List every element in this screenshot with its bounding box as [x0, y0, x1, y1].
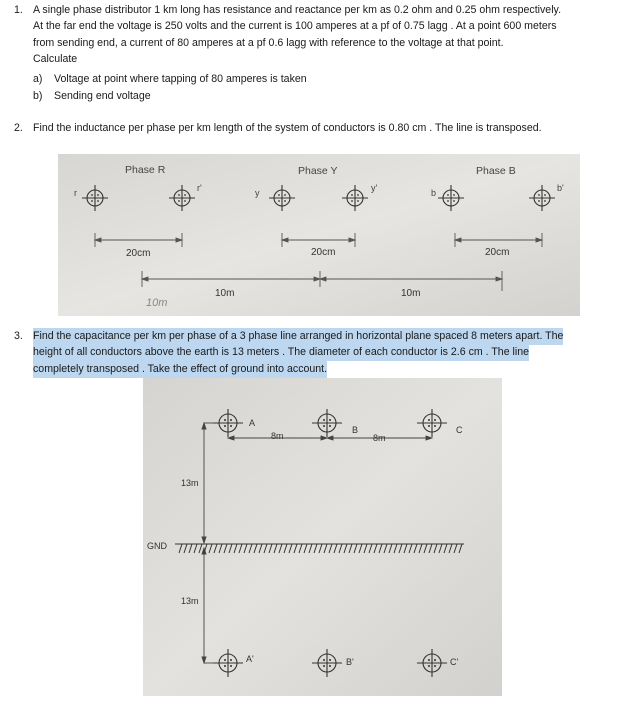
- question-number: 1.: [14, 4, 23, 16]
- conductor-label: b: [431, 188, 437, 198]
- spacing-label: 8m: [271, 431, 284, 441]
- item-label: a): [33, 73, 43, 85]
- gap-label: 10m: [215, 288, 235, 299]
- item-label: b): [33, 90, 43, 102]
- question-text-line: At the far end the voltage is 250 volts and the current is 100 amperes at a pf of 0.75 lagg . At a point 600 meters: [33, 20, 557, 32]
- question-text-line: Find the inductance per phase per km length of the system of conductors is 0.80 cm . The line is transposed.: [33, 122, 542, 134]
- height-label: 13m: [181, 478, 199, 488]
- question-1: [0, 2, 632, 112]
- phase-label-y: Phase Y: [298, 165, 338, 177]
- figure-ground-images: [143, 378, 502, 696]
- question-text-line: from sending end, a current of 80 amperes at a pf 0.6 lagg with reference to the voltage at that point.: [33, 37, 504, 49]
- handwritten-note: 10m: [146, 297, 168, 309]
- conductor-label: y': [371, 183, 378, 193]
- image-conductor-label: B': [346, 657, 354, 667]
- question-2: [0, 120, 632, 140]
- image-conductor-label: C': [450, 657, 459, 667]
- item-text: Sending end voltage: [54, 90, 151, 102]
- question-text-line: Calculate: [33, 53, 78, 65]
- item-text: Voltage at point where tapping of 80 amperes is taken: [54, 73, 307, 85]
- question-text-line: completely transposed . Take the effect of ground into account.: [33, 361, 327, 378]
- height-label: 13m: [181, 596, 199, 606]
- conductor-label: r: [74, 188, 77, 198]
- image-conductor-label: A': [246, 654, 254, 664]
- question-text-line: height of all conductors above the earth is 13 meters . The diameter of each conductor is 2.6 cm . The line: [33, 344, 529, 361]
- spacing-label: 20cm: [311, 247, 336, 258]
- spacing-label: 8m: [373, 433, 386, 443]
- question-3: [0, 328, 632, 380]
- conductor-label: C: [456, 425, 463, 435]
- conductor-label: b': [557, 183, 564, 193]
- conductor-label: y: [255, 188, 260, 198]
- spacing-label: 20cm: [485, 247, 510, 258]
- question-number: 2.: [14, 122, 23, 134]
- gap-label: 10m: [401, 288, 421, 299]
- conductor-label: A: [249, 418, 256, 428]
- conductor-label: B: [352, 425, 359, 435]
- question-text-line: Find the capacitance per km per phase of a 3 phase line arranged in horizontal plane spaced 8 meters apart. The: [33, 328, 563, 345]
- ground-label: GND: [147, 541, 167, 551]
- question-text-line: A single phase distributor 1 km long has resistance and reactance per km as 0.2 ohm and 0.25 ohm respectively.: [33, 4, 562, 16]
- spacing-label: 20cm: [126, 248, 151, 259]
- conductor-label: r': [197, 183, 202, 193]
- question-number: 3.: [14, 330, 23, 342]
- figure-conductor-arrangement: [58, 154, 580, 316]
- phase-label-b: Phase B: [476, 165, 516, 177]
- phase-label-r: Phase R: [125, 164, 166, 176]
